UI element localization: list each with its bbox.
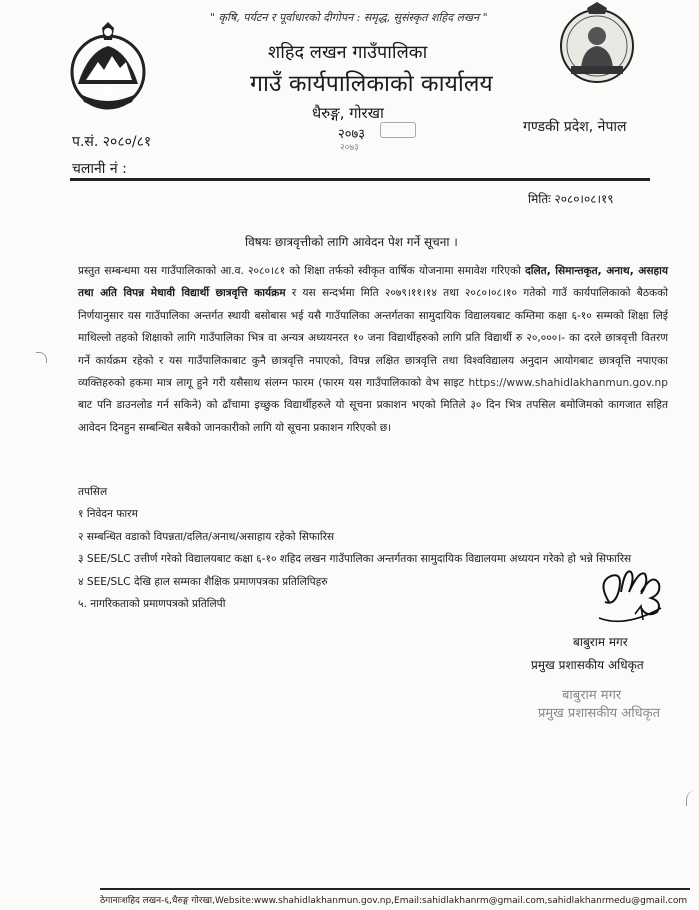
- office-slogan: " कृषि, पर्यटन र पूर्वाधारको दीगोपन : समृद्ध, सुसंस्कृत शहिद लखन ": [210, 11, 488, 24]
- footer-divider: [100, 888, 690, 890]
- province-label: गण्डकी प्रदेश, नेपाल: [523, 119, 627, 135]
- annex-heading: तपसिल: [78, 486, 108, 498]
- martyr-portrait-seal: [557, 2, 637, 84]
- annex-list: [78, 481, 678, 615]
- signatory-name: बाबुराम मगर: [573, 635, 628, 649]
- official-stamp-name: बाबुराम मगर: [562, 688, 622, 703]
- list-item: ५. नागरिकताको प्रमाणपत्रको प्रतिलिपी: [78, 598, 226, 611]
- official-stamp-title: प्रमुख प्रशासकीय अधिकृत: [538, 706, 661, 721]
- notice-body: [78, 260, 668, 439]
- established-year: २०७३: [338, 127, 366, 142]
- handwritten-signature: [595, 562, 675, 632]
- list-item: ४ SEE/SLC देखि हाल सम्मका शैक्षिक प्रमाणपत्रका प्रतिलिपिहरु: [78, 575, 328, 588]
- office-address: धैरुङ्ग, गोरखा: [312, 104, 384, 122]
- program-name: दलित, सिमान्तकृत, अनाथ, असहाय तथा अति विपन्न मेधावी विद्यार्थी छात्रवृत्ति कार्यक्रम: [78, 265, 668, 300]
- notice-date: मितिः २०८०।०८।१९: [528, 192, 614, 206]
- reference-number: प.सं. २०८०/८१: [72, 134, 152, 150]
- list-item: १ निवेदन फारम: [78, 508, 138, 521]
- list-item: २ सम्बन्धित वडाको विपन्नता/दलित/अनाथ/असाहाय रहेको सिफारिस: [78, 530, 335, 543]
- established-year-stamp: [320, 118, 430, 158]
- office-name: शहिद लखन गाउँपालिका: [268, 42, 428, 63]
- body-closing: बाट पनि डाउनलोड गर्न सकिने) को ढाँचामा इच्छुक विद्यार्थीहरुले यो सूचना प्रकाशन भएको मितिले ३० दिन भित्र तपसिल बमोजिमको कागजात सहित आवेदन दिनहुन सम्बन्धित सबैको जानकारीको लागि यो सूचना प्रकाशन गरिएको छ।: [78, 399, 668, 434]
- office-title: गाउँ कार्यपालिकाको कार्यालय: [250, 71, 493, 97]
- body-details: र यस सन्दर्भमा मिति २०७९।११।१४ तथा २०८०।०८।१० गतेको गाउँ कार्यपालिकाको बैठकको निर्णयानुसार यस गाउँपालिका अन्तर्गत स्थायी बसोबास भई यसै गाउँपालिका अन्तर्गतका सामुदायिक विद्यालयबाट कम्तिमा कक्षा ६-१० सम्मको शिक्षा लिई माथिल्लो तहको शिक्षाको लागि गाउँपालिका भित्र वा अन्यत्र अध्ययनरत १० जना विद्यार्थीहरुको लागि प्रति विद्यार्थी रु २०,०००।- का दरले छात्रवृत्ती वितरण गर्ने कार्यक्रम रहेको र यस गाउँपालिकाबाट कुनै छात्रवृत्ति नपाएको, विपन्न लक्षित छात्रवृत्ति तथा विश्वविद्यालय अनुदान आयोगबाट छात्रवृत्ति नपाएका व्यक्तिहरुको हकमा मात्र लागू हुने गरी यसैसाथ संलग्न फारम (फारम यस गाउँपालिकाको वेभ साइट: [78, 287, 668, 390]
- nepal-emblem: [68, 22, 148, 114]
- notice-subject: विषयः छात्रवृत्तीको लागि आवेदन पेश गर्ने सूचना ।: [245, 235, 458, 249]
- stamp-mark: [380, 122, 416, 138]
- dispatch-number: चलानी नं :: [72, 161, 127, 177]
- body-intro: प्रस्तुत सम्बन्धमा यस गाउँपालिकाको आ.व. २०८०।८१ को शिक्षा तर्फको स्वीकृत वार्षिक योजनामा समावेश गरिएको: [78, 265, 526, 277]
- signatory-title: प्रमुख प्रशासकीय अधिकृत: [531, 658, 644, 672]
- scan-edge-mark: [686, 790, 699, 806]
- footer-contact: ठेगानाःशहिद लखन-६,धैरुङ्ग गोरखा,Website:www.shahidlakhanmun.gov.np,Email:sahidlakhanrm@gmail.com,sahidlakhanrmedu@gmail.com: [100, 896, 688, 906]
- list-item: ३ SEE/SLC उत्तीर्ण गरेको विद्यालयबाट कक्षा ६-१० शहिद लखन गाउँपालिका अन्तर्गतका सामुदायिक विद्यालयमा अध्ययन गरेको हो भन्ने सिफारिस: [78, 553, 632, 566]
- website-link[interactable]: https://www.shahidlakhanmun.gov.np: [468, 377, 668, 390]
- scan-edge-mark: [36, 352, 47, 363]
- header-divider: [70, 178, 650, 181]
- established-year-faded: २०७३: [340, 143, 359, 153]
